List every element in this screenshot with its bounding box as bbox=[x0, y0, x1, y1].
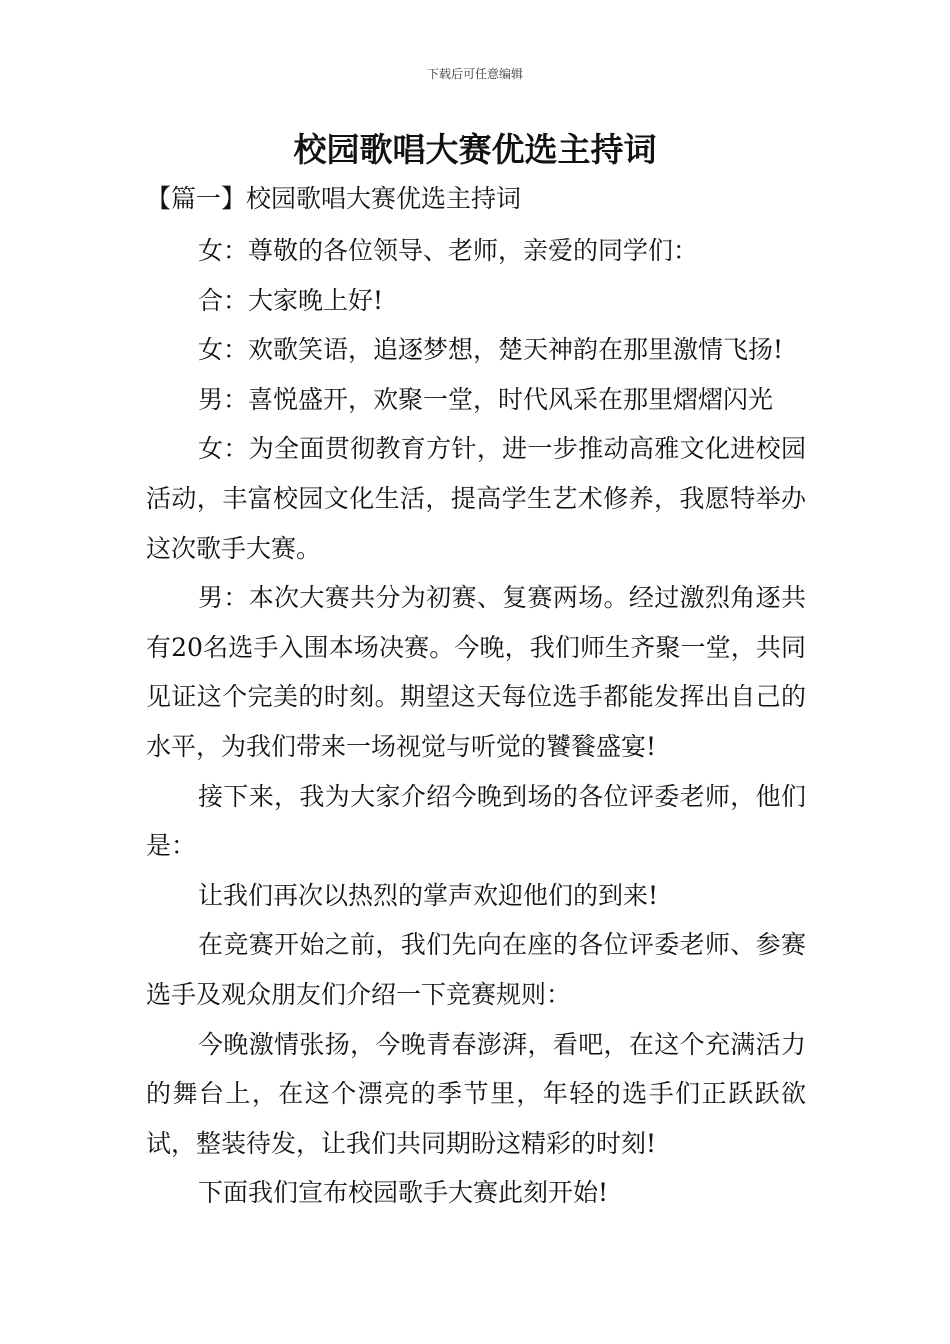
paragraph: 男：本次大赛共分为初赛、复赛两场。经过激烈角逐共有20名选手入围本场决赛。今晚，我们师生齐聚一堂，共同见证这个完美的时刻。期望这天每位选手都能发挥出自己的水平，为我们带来一场视觉与听觉的饕餮盛宴! bbox=[146, 583, 806, 761]
paragraph: 接下来，我为大家介绍今晚到场的各位评委老师，他们是： bbox=[146, 781, 806, 861]
document-body bbox=[146, 226, 806, 1218]
paragraph: 女：欢歌笑语，追逐梦想，楚天神韵在那里激情飞扬! bbox=[198, 335, 784, 365]
document-title: 校园歌唱大赛优选主持词 bbox=[293, 130, 657, 169]
paragraph: 让我们再次以热烈的掌声欢迎他们的到来! bbox=[198, 880, 659, 910]
paragraph: 下面我们宣布校园歌手大赛此刻开始! bbox=[198, 1178, 609, 1208]
paragraph: 男：喜悦盛开，欢聚一堂，时代风采在那里熠熠闪光 bbox=[198, 384, 774, 414]
page-header-note: 下载后可任意编辑 bbox=[426, 67, 523, 81]
paragraph: 女：尊敬的各位领导、老师，亲爱的同学们： bbox=[198, 236, 699, 265]
paragraph: 女：为全面贯彻教育方针，进一步推动高雅文化进校园活动，丰富校园文化生活，提高学生艺术修养，我愿特举办这次歌手大赛。 bbox=[146, 434, 806, 563]
paragraph: 合：大家晚上好! bbox=[198, 285, 384, 315]
section-heading: 【篇一】校园歌唱大赛优选主持词 bbox=[146, 184, 522, 213]
paragraph: 在竞赛开始之前，我们先向在座的各位评委老师、参赛选手及观众朋友们介绍一下竞赛规则： bbox=[146, 930, 806, 1009]
paragraph: 今晚激情张扬，今晚青春澎湃，看吧，在这个充满活力的舞台上，在这个漂亮的季节里，年轻的选手们正跃跃欲试，整装待发，让我们共同期盼这精彩的时刻! bbox=[146, 1029, 806, 1158]
